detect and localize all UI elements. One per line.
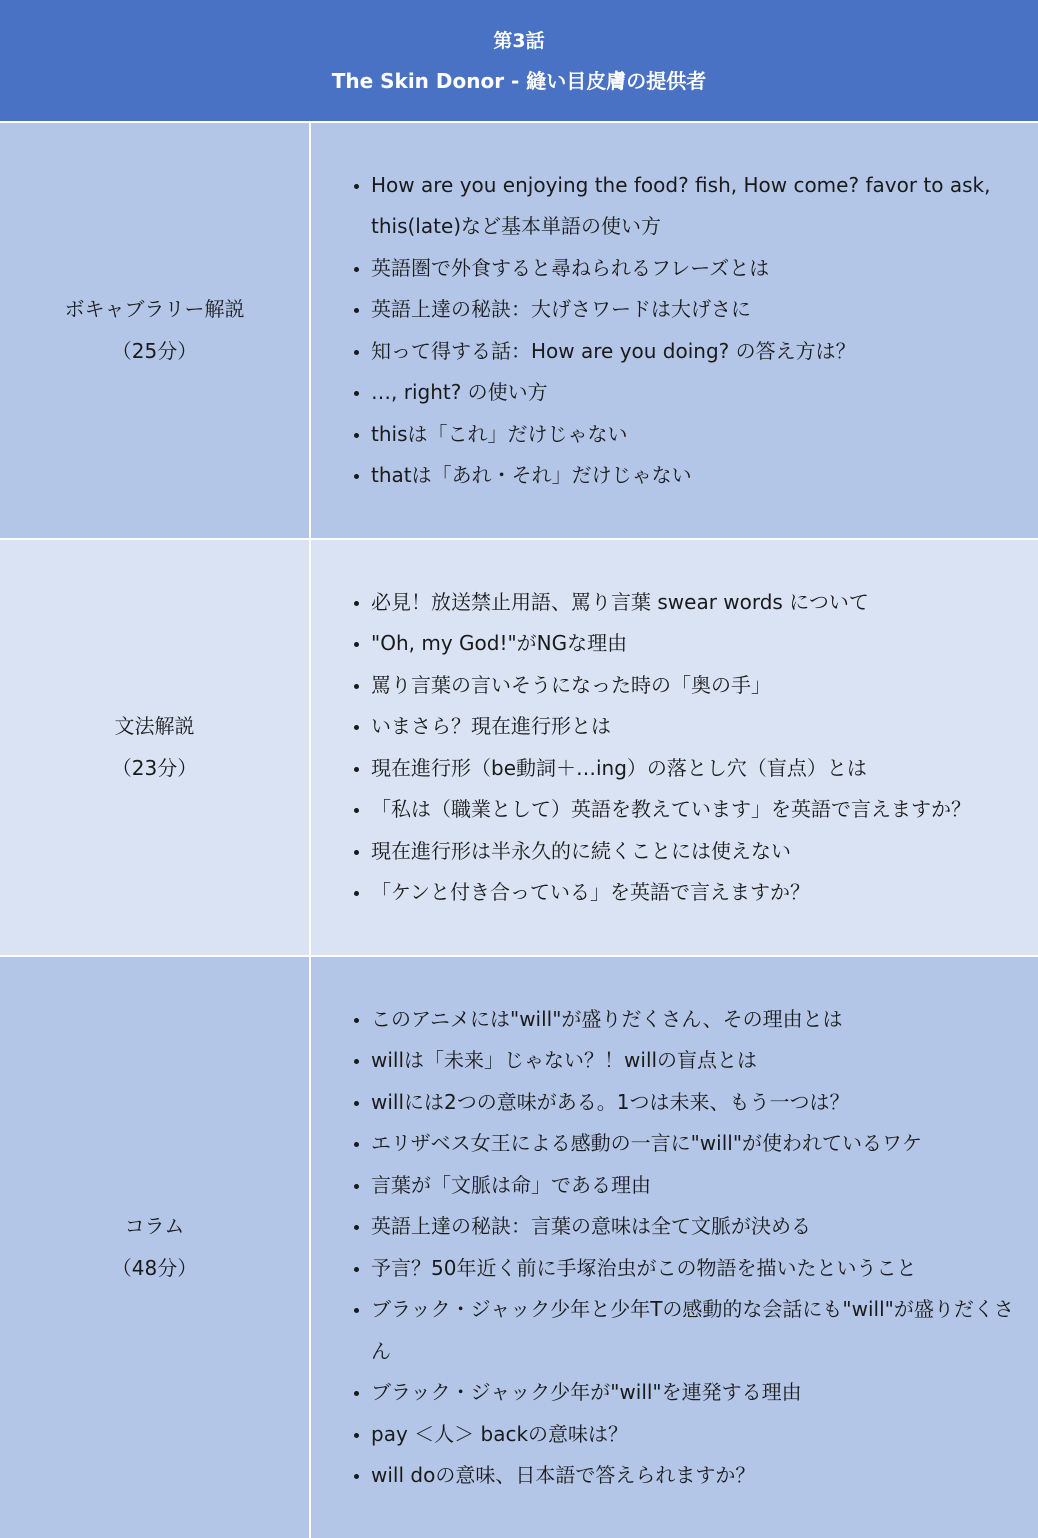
section-name: コラム	[124, 1214, 185, 1238]
topic-list	[337, 165, 1018, 497]
section-duration: （25分）	[111, 338, 198, 363]
topic-item: • 「ケンと付き合っている」を英語で言えますか？	[371, 872, 971, 914]
topic-item: • 予言？50年近く前に手塚治虫がこの物語を描いたということ	[371, 1248, 1018, 1290]
topic-item: • will doの意味、日本語で答えられますか？	[371, 1455, 1018, 1497]
section-label	[0, 540, 311, 955]
topic-list	[337, 582, 971, 914]
episode-number: 第3話	[493, 29, 545, 52]
topic-item: • 英語上達の秘訣：言葉の意味は全て文脈が決める	[371, 1206, 1018, 1248]
section-label	[0, 957, 311, 1538]
section-name: ボキャブラリー解説	[64, 297, 245, 321]
topic-item: • ブラック・ジャック少年と少年Tの感動的な会話にも"will"が盛りだくさん	[371, 1289, 1018, 1372]
topic-item: • 現在進行形（be動詞＋…ing）の落とし穴（盲点）とは	[371, 748, 971, 790]
episode-title: The Skin Donor - 縫い目皮膚の提供者	[331, 68, 707, 93]
topic-item: • 必見！放送禁止用語、罵り言葉 swear words について	[371, 582, 971, 624]
topic-item: • いまさら？現在進行形とは	[371, 706, 971, 748]
topic-item: • "Oh, my God!"がNGな理由	[371, 623, 971, 665]
section-row-grammar	[0, 540, 1038, 957]
topic-item: • 英語圏で外食すると尋ねられるフレーズとは	[371, 248, 1018, 290]
section-name: 文法解説	[114, 714, 195, 738]
topic-item: • 言葉が「文脈は命」である理由	[371, 1165, 1018, 1207]
section-items	[311, 540, 1038, 955]
section-items	[311, 123, 1038, 538]
topic-item: • How are you enjoying the food? fish, How come? favor to ask, this(late)など基本単語の使い方	[371, 165, 1018, 248]
section-items	[311, 957, 1038, 1538]
topic-item: • thatは「あれ・それ」だけじゃない	[371, 455, 1018, 497]
section-duration: （48分）	[111, 1255, 198, 1280]
topic-item: • このアニメには"will"が盛りだくさん、その理由とは	[371, 999, 1018, 1041]
section-row-column	[0, 957, 1038, 1538]
topic-item: • willは「未来」じゃない？！willの盲点とは	[371, 1040, 1018, 1082]
topic-item: • 知って得する話：How are you doing? の答え方は？	[371, 331, 1018, 373]
topic-item: • 現在進行形は半永久的に続くことには使えない	[371, 831, 971, 873]
topic-item: • エリザベス女王による感動の一言に"will"が使われているワケ	[371, 1123, 1018, 1165]
topic-item: • willには2つの意味がある。1つは未来、もう一つは？	[371, 1082, 1018, 1124]
section-row-vocabulary	[0, 123, 1038, 540]
topic-item: • 「私は（職業として）英語を教えています」を英語で言えますか？	[371, 789, 971, 831]
topic-item: • thisは「これ」だけじゃない	[371, 414, 1018, 456]
topic-list	[337, 999, 1018, 1497]
section-label	[0, 123, 311, 538]
topic-item: • ブラック・ジャック少年が"will"を連発する理由	[371, 1372, 1018, 1414]
topic-item: • 罵り言葉の言いそうになった時の「奥の手」	[371, 665, 971, 707]
section-duration: （23分）	[111, 755, 198, 780]
topic-item: • …, right? の使い方	[371, 372, 1018, 414]
topic-item: • pay ＜人＞ backの意味は？	[371, 1414, 1018, 1456]
table-header	[0, 0, 1038, 123]
topic-item: • 英語上達の秘訣：大げさワードは大げさに	[371, 289, 1018, 331]
